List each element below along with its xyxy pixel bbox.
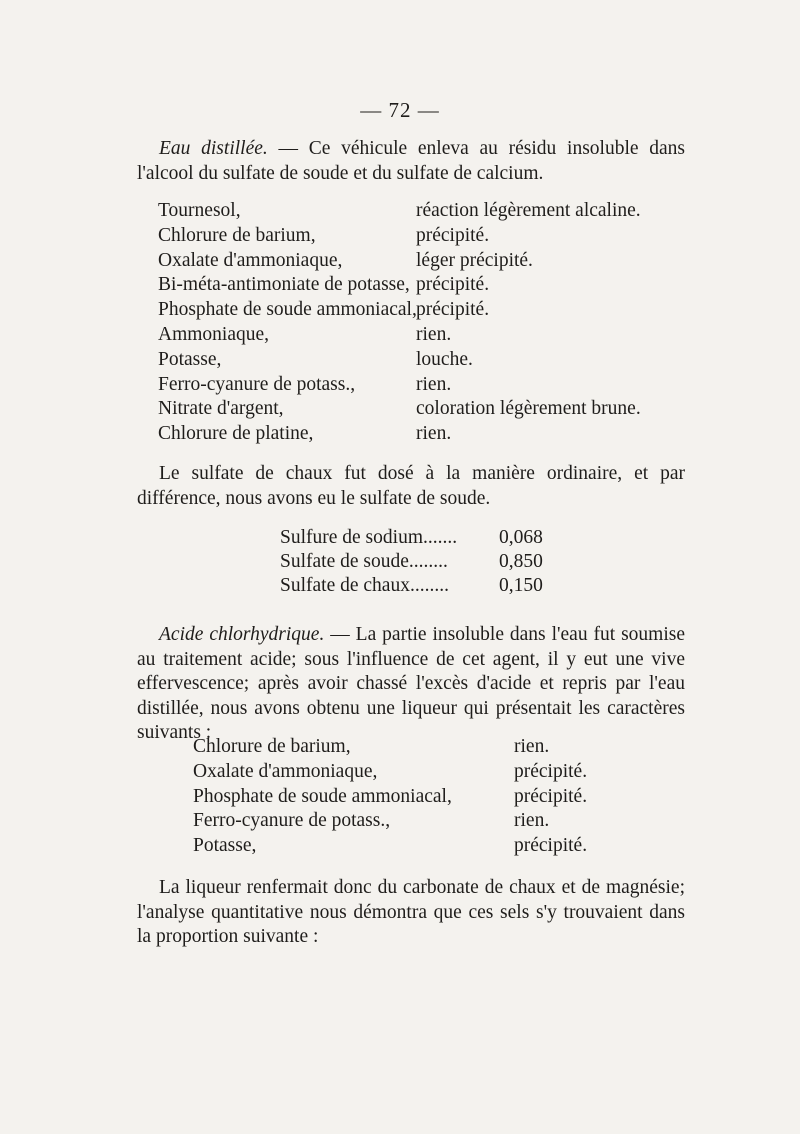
reagent-label: Chlorure de platine, — [158, 423, 314, 445]
reagent-table-1 — [158, 199, 658, 447]
paragraph-text: Le sulfate de chaux fut dosé à la manière ordinaire, et par différence, nous avons eu le sulfate de soude. — [137, 463, 685, 509]
reagent-result: rien. — [416, 373, 452, 395]
reagent-result: léger précipité. — [416, 249, 533, 271]
reagent-result: rien. — [514, 810, 550, 832]
page-number: — 72 — — [360, 98, 440, 122]
table-row — [158, 273, 658, 298]
paragraph-liqueur — [137, 876, 685, 950]
paragraph-sulfate — [137, 462, 685, 511]
compound-label: Sulfate de soude........ — [280, 551, 448, 572]
compound-label: Sulfate de chaux........ — [280, 575, 449, 596]
paragraph-text: — La partie insoluble dans l'eau fut soumise au traitement acide; sous l'influence de cet agent, il y eut une vive effervescence; après avoir chassé l'excès d'acide et repris par l'eau distillée, nous avons obtenu une liqueur qui présentait les caractères suivants : — [137, 624, 685, 743]
reagent-label: Bi-méta-antimoniate de potasse, — [158, 274, 410, 296]
reagent-result: précipité. — [416, 224, 490, 246]
reagent-label: Chlorure de barium, — [158, 224, 316, 246]
table-row — [158, 199, 658, 224]
reagent-label: Oxalate d'ammoniaque, — [158, 249, 343, 271]
reagent-label: Ammoniaque, — [158, 323, 270, 345]
table-row — [280, 526, 580, 550]
compound-value: 0,150 — [499, 575, 543, 596]
reagent-label: Chlorure de barium, — [193, 736, 351, 757]
reagent-result: précipité. — [416, 274, 490, 296]
reagent-result: coloration légèrement brune. — [416, 398, 641, 420]
reagent-label: Tournesol, — [158, 200, 241, 221]
table-row — [280, 550, 580, 574]
quantitative-table — [280, 526, 580, 598]
reagent-label: Phosphate de soude ammoniacal, — [158, 299, 417, 321]
paragraph-text: — Ce véhicule enleva au résidu insoluble dans l'alcool du sulfate de soude et du sulfate de calcium. — [137, 138, 685, 184]
reagent-label: Ferro-cyanure de potass., — [158, 373, 356, 395]
table-row — [193, 735, 613, 760]
reagent-label: Ferro-cyanure de potass., — [193, 810, 391, 832]
reagent-result: précipité. — [416, 299, 490, 321]
paragraph-eau-distillee — [137, 137, 685, 186]
table-row — [158, 224, 658, 249]
reagent-label: Potasse, — [193, 835, 257, 857]
reagent-label: Oxalate d'ammoniaque, — [193, 760, 378, 782]
table-row — [280, 574, 580, 598]
table-row — [193, 785, 613, 810]
table-row — [158, 422, 658, 447]
table-row — [193, 834, 613, 859]
compound-value: 0,068 — [499, 527, 543, 548]
table-row — [158, 298, 658, 323]
reagent-table-2 — [193, 735, 613, 859]
table-row — [158, 348, 658, 373]
reagent-result: précipité. — [514, 785, 588, 807]
table-row — [158, 249, 658, 274]
table-row — [158, 373, 658, 398]
section-title-acide: Acide chlorhydrique. — [159, 624, 325, 645]
reagent-result: rien. — [514, 736, 550, 757]
table-row — [158, 323, 658, 348]
section-title-eau-distillee: Eau distillée. — [159, 138, 268, 159]
reagent-result: réaction légèrement alcaline. — [416, 200, 641, 221]
reagent-result: précipité. — [514, 835, 588, 857]
reagent-result: louche. — [416, 348, 473, 370]
table-row — [193, 809, 613, 834]
paragraph-acide-chlorhydrique — [137, 623, 685, 746]
paragraph-text: La liqueur renfermait donc du carbonate de chaux et de magnésie; l'analyse quantitative nous démontra que ces sels s'y trouvaient dans la proportion suivante : — [137, 877, 685, 947]
reagent-result: rien. — [416, 323, 452, 345]
compound-value: 0,850 — [499, 551, 543, 572]
reagent-result: précipité. — [514, 760, 588, 782]
table-row — [158, 397, 658, 422]
reagent-label: Phosphate de soude ammoniacal, — [193, 785, 452, 807]
compound-label: Sulfure de sodium....... — [280, 527, 458, 548]
reagent-label: Nitrate d'argent, — [158, 398, 284, 420]
reagent-result: rien. — [416, 423, 452, 445]
table-row — [193, 760, 613, 785]
reagent-label: Potasse, — [158, 348, 222, 370]
